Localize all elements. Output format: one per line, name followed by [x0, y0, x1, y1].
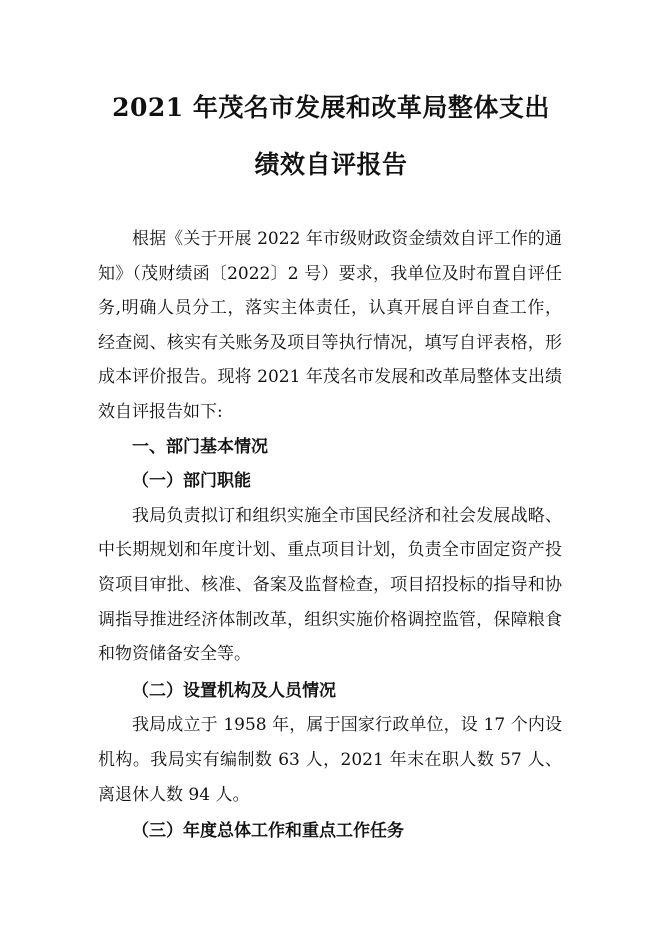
report-title-line-1: 2021 年茂名市发展和改革局整体支出	[112, 93, 550, 122]
intro-paragraph: 根据《关于开展 2022 年市级财政资金绩效自评工作的通知》（茂财绩函〔2022〕2 号）要求，我单位及时布置自评任务,明确人员分工，落实主体责任，认真开展自评自查工作，经查阅、核实有关账务及项目等执行情况，填写自评表格，形成本评价报告。现将 2021 年茂名市发展和改革局整体支出绩效自评报告如下:	[98, 229, 562, 422]
subsection-heading-organization: （二）设置机构及人员情况	[132, 680, 336, 701]
subsection-heading-functions: （一）部门职能	[132, 471, 251, 492]
report-body	[98, 222, 562, 849]
report-title-line-2: 绩效自评报告	[254, 150, 408, 179]
organization-paragraph: 我局成立于 1958 年，属于国家行政单位，设 17 个内设机构。我局实有编制数 63 人，2021 年末在职人数 57 人、离退休人数 94 人。	[98, 715, 562, 805]
functions-paragraph: 我局负责拟订和组织实施全市国民经济和社会发展战略、中长期规划和年度计划、重点项目计划，负责全市固定资产投资项目审批、核准、备案及监督检查，项目招投标的指导和协调指导推进经济体制改革，组织实施价格调控监管，保障粮食和物资储备安全等。	[98, 505, 562, 665]
subsection-heading-annual-tasks: （三）年度总体工作和重点工作任务	[132, 821, 404, 842]
section-heading-basic-info: 一、部门基本情况	[132, 436, 268, 457]
